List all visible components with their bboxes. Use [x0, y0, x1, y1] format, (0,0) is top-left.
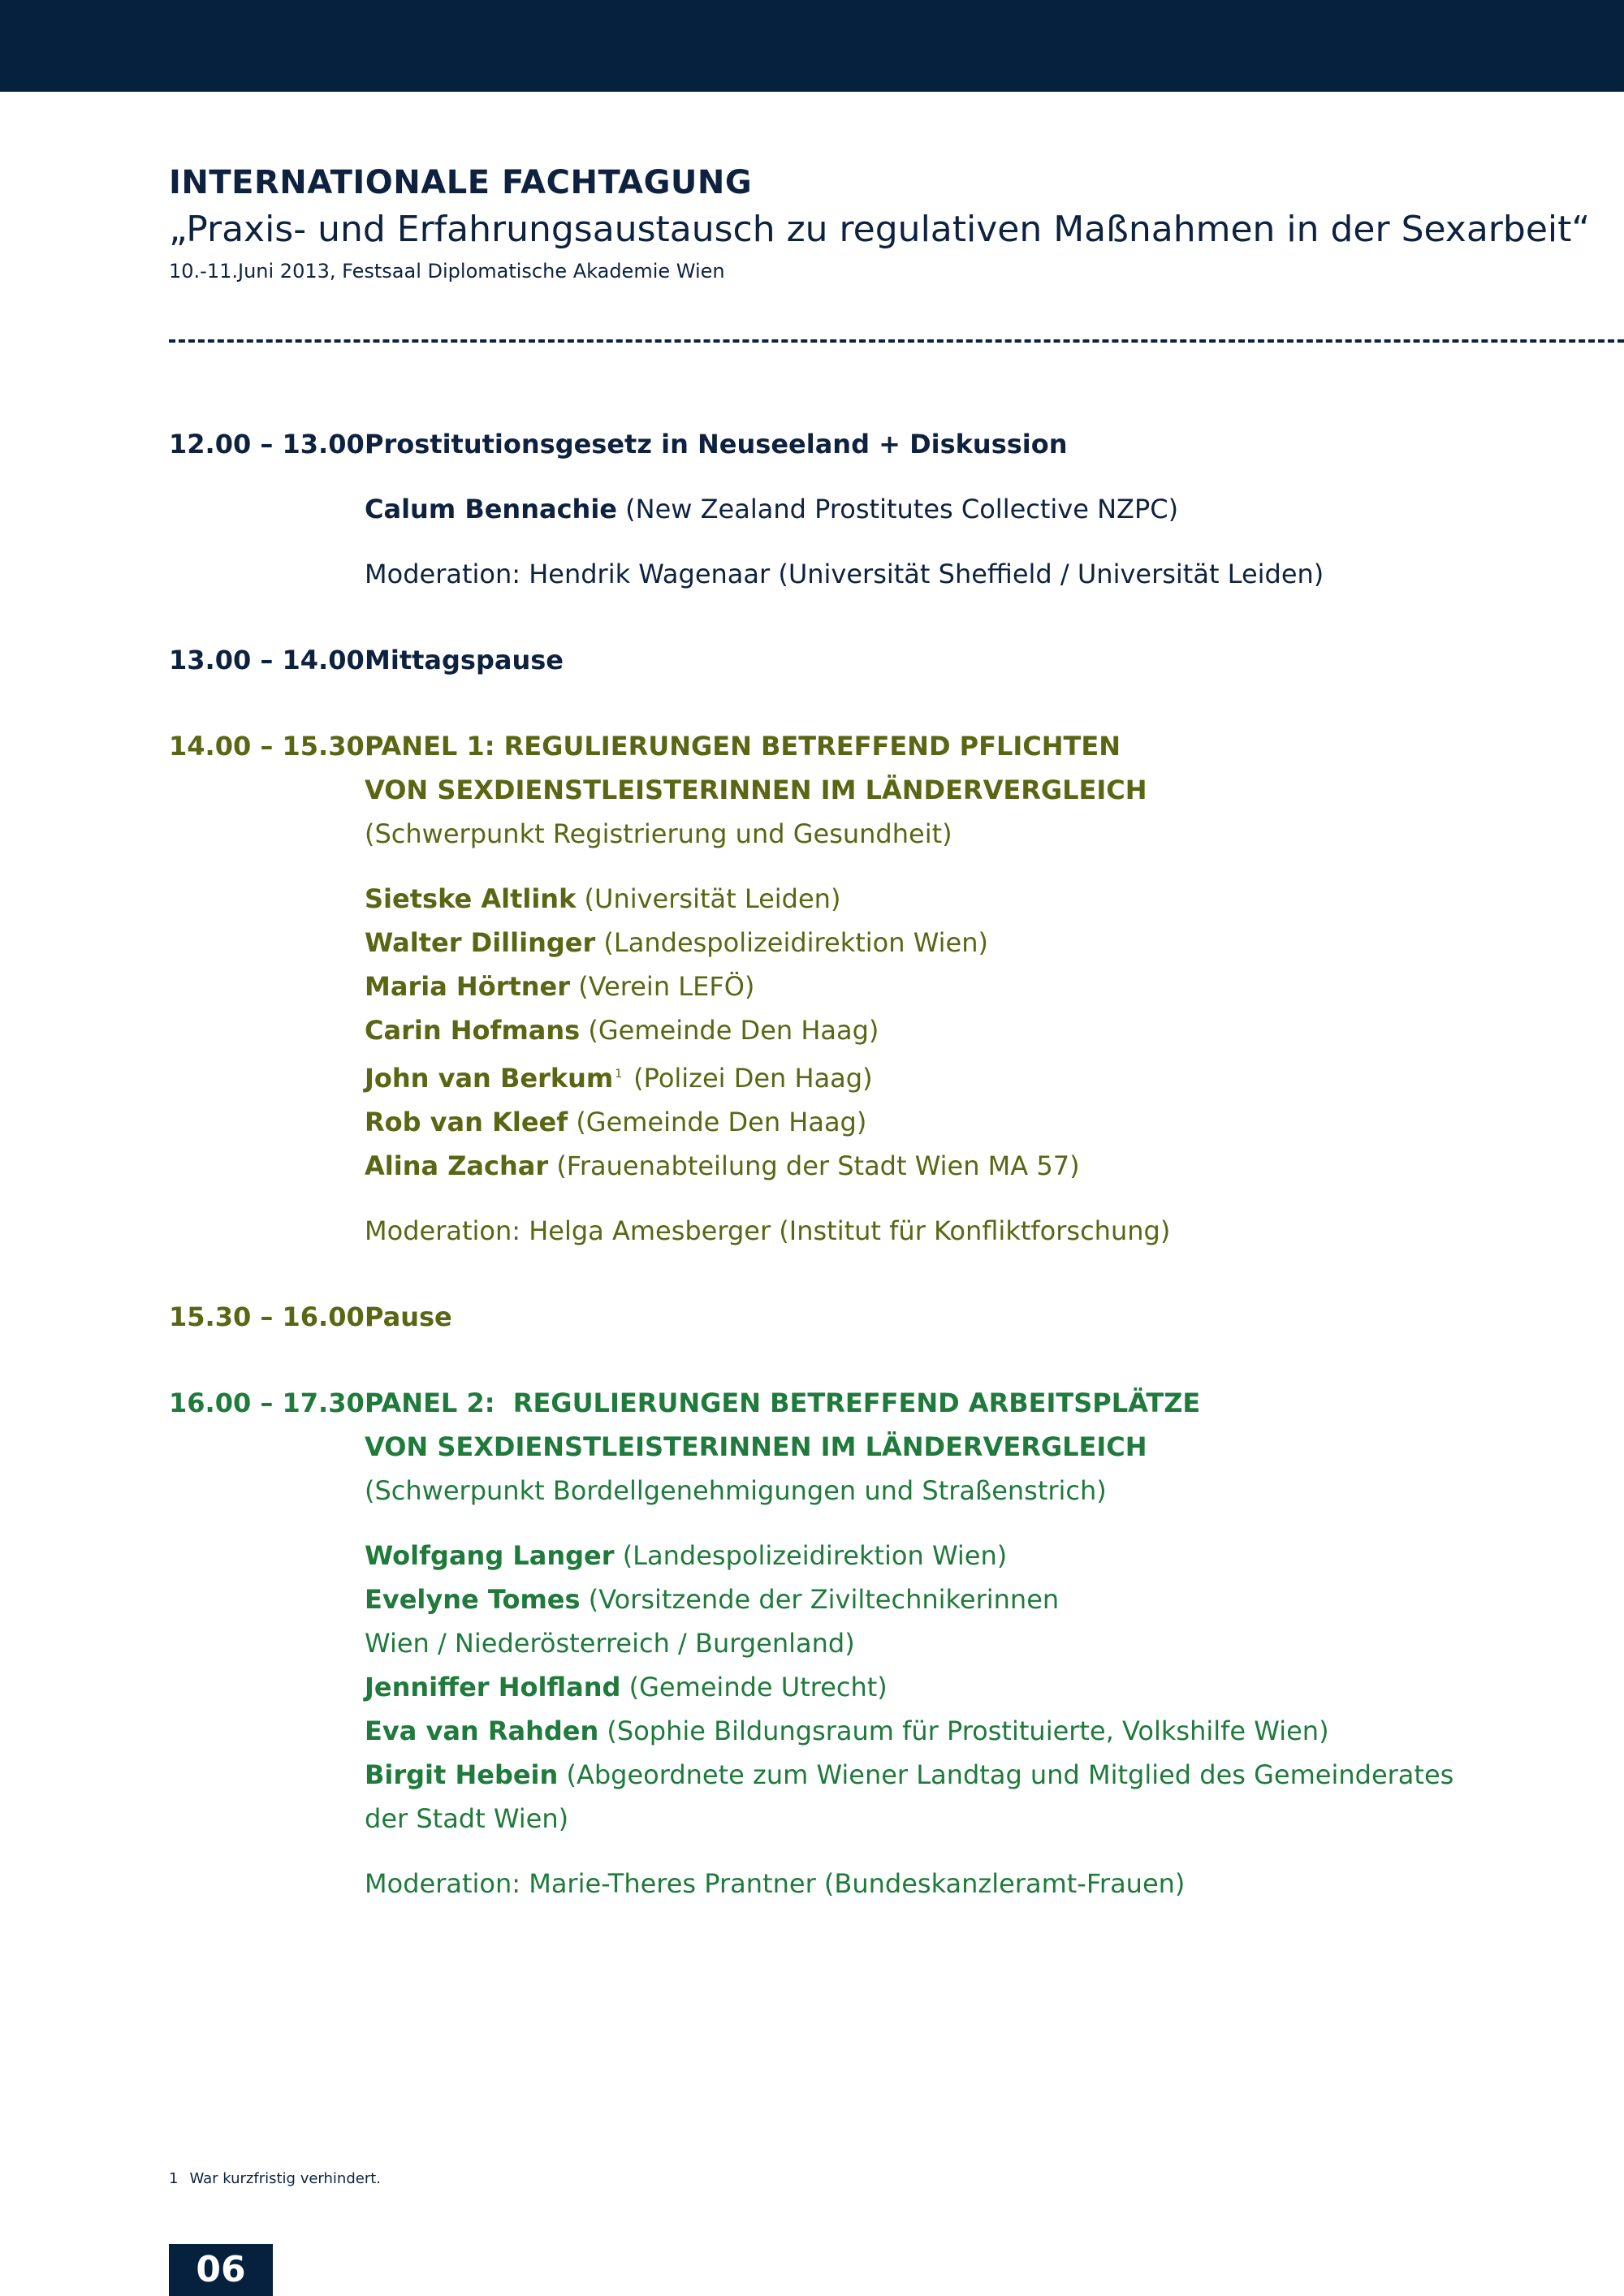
session-time: 13.00 – 14.00: [169, 645, 365, 675]
document-header: [169, 160, 1614, 287]
conference-title: INTERNATIONALE FACHTAGUNG: [169, 164, 753, 201]
speaker-line: [365, 1577, 1598, 1621]
session-content: [365, 422, 1598, 596]
session-content: [365, 638, 1598, 682]
speaker-org: (Sophie Bildungsraum für Prostituierte, Volkshilfe Wien): [598, 1716, 1329, 1746]
session-time: 15.30 – 16.00: [169, 1301, 365, 1332]
speaker-line: [365, 1665, 1598, 1709]
footnote-number: 1: [169, 2170, 179, 2187]
speaker-line: [365, 1753, 1598, 1797]
speaker-line: [365, 921, 1598, 965]
speaker-org: (Polizei Den Haag): [633, 1063, 873, 1094]
speaker-org: (Gemeinde Den Haag): [580, 1015, 879, 1046]
speaker-name: Walter Dillinger: [365, 927, 596, 958]
speaker-org: (Verein LEFÖ): [570, 971, 755, 1002]
speaker-org-continued: der Stadt Wien): [365, 1803, 569, 1834]
panel-focus: (Schwerpunkt Registrierung und Gesundheit): [365, 818, 952, 849]
session-title: Pause: [365, 1301, 452, 1332]
speaker-name: Alina Zachar: [365, 1150, 549, 1181]
panel-focus: (Schwerpunkt Bordellgenehmigungen und Straßenstrich): [365, 1475, 1107, 1506]
agenda-item-mittagspause: [169, 638, 1598, 682]
agenda-item-panel-1: [169, 724, 1598, 1253]
speaker-name: Carin Hofmans: [365, 1015, 581, 1046]
agenda-item-neuseeland: [169, 422, 1598, 596]
speaker-org-continued: Wien / Niederösterreich / Burgenland): [365, 1628, 855, 1659]
speaker-name: Wolfgang Langer: [365, 1540, 615, 1571]
speaker-org: (Frauenabteilung der Stadt Wien MA 57): [548, 1150, 1080, 1181]
speaker-org: (Abgeordnete zum Wiener Landtag und Mitglied des Gemeinderates: [558, 1759, 1454, 1790]
panel-title-line-2: VON SEXDIENSTLEISTERINNEN IM LÄNDERVERGLEICH: [365, 1431, 1147, 1462]
session-title: Prostitutionsgesetz in Neuseeland + Diskussion: [365, 429, 1068, 460]
speaker-name: John van Berkum: [365, 1063, 614, 1094]
speaker-list: [365, 1534, 1598, 1841]
moderation: Moderation: Hendrik Wagenaar (Universität Sheffield / Universität Leiden): [365, 559, 1324, 589]
speaker-line: [365, 487, 1598, 531]
speaker-name: Rob van Kleef: [365, 1107, 568, 1137]
speaker-line: [365, 1534, 1598, 1577]
speaker-org: (Universität Leiden): [576, 883, 841, 914]
dashed-divider: [169, 339, 1624, 343]
panel-title-line-1: PANEL 1: REGULIERUNGEN BETREFFEND PFLICHTEN: [365, 731, 1121, 762]
speaker-org: (Vorsitzende der Ziviltechnikerinnen: [580, 1584, 1060, 1615]
session-content: [365, 1381, 1598, 1905]
agenda: [169, 422, 1598, 1905]
top-bar: [0, 0, 1624, 92]
speaker-line: [365, 877, 1598, 921]
moderation: Moderation: Marie-Theres Prantner (Bundeskanzleramt-Frauen): [365, 1868, 1186, 1899]
speaker-name: Sietske Altlink: [365, 883, 577, 914]
session-time: 14.00 – 15.30: [169, 731, 365, 762]
conference-date-location: 10.-11.Juni 2013, Festsaal Diplomatische Akademie Wien: [169, 260, 725, 283]
speaker-name: Jenniffer Holfland: [365, 1672, 621, 1703]
session-content: [365, 724, 1598, 1253]
speaker-line: [365, 965, 1598, 1008]
speaker-list: [365, 877, 1598, 1188]
page-number: 06: [169, 2244, 273, 2296]
speaker-org: (New Zealand Prostitutes Collective NZPC): [616, 494, 1179, 524]
speaker-name: Evelyne Tomes: [365, 1584, 581, 1615]
footnote: [169, 2170, 381, 2187]
footnote-text: War kurzfristig verhindert.: [189, 2170, 382, 2187]
speaker-name: Calum Bennachie: [365, 494, 617, 524]
speaker-org: (Gemeinde Den Haag): [568, 1107, 867, 1137]
speaker-org: (Landespolizeidirektion Wien): [614, 1540, 1008, 1571]
speaker-line: [365, 1144, 1598, 1188]
speaker-org: (Landespolizeidirektion Wien): [595, 927, 988, 958]
panel-title-line-2: VON SEXDIENSTLEISTERINNEN IM LÄNDERVERGLEICH: [365, 775, 1147, 805]
speaker-line: [365, 1100, 1598, 1144]
session-content: [365, 1295, 1598, 1339]
session-time: 16.00 – 17.30: [169, 1388, 365, 1418]
panel-title-line-1: PANEL 2: REGULIERUNGEN BETREFFEND ARBEITSPLÄTZE: [365, 1388, 1201, 1418]
speaker-name: Birgit Hebein: [365, 1759, 559, 1790]
speaker-org: (Gemeinde Utrecht): [620, 1672, 888, 1703]
footnote-marker: 1: [615, 1068, 623, 1081]
speaker-line: [365, 1008, 1598, 1052]
agenda-item-panel-2: [169, 1381, 1598, 1905]
agenda-item-pause: [169, 1295, 1598, 1339]
speaker-name: Eva van Rahden: [365, 1716, 599, 1746]
speaker-line: [365, 1052, 1598, 1100]
session-time: 12.00 – 13.00: [169, 429, 365, 460]
moderation: Moderation: Helga Amesberger (Institut für Konfliktforschung): [365, 1215, 1171, 1246]
speaker-name: Maria Hörtner: [365, 971, 571, 1002]
speaker-line: [365, 1709, 1598, 1753]
conference-subtitle: „Praxis- und Erfahrungsaustausch zu regulativen Maßnahmen in der Sexarbeit“: [169, 209, 1591, 250]
session-title: Mittagspause: [365, 645, 564, 675]
